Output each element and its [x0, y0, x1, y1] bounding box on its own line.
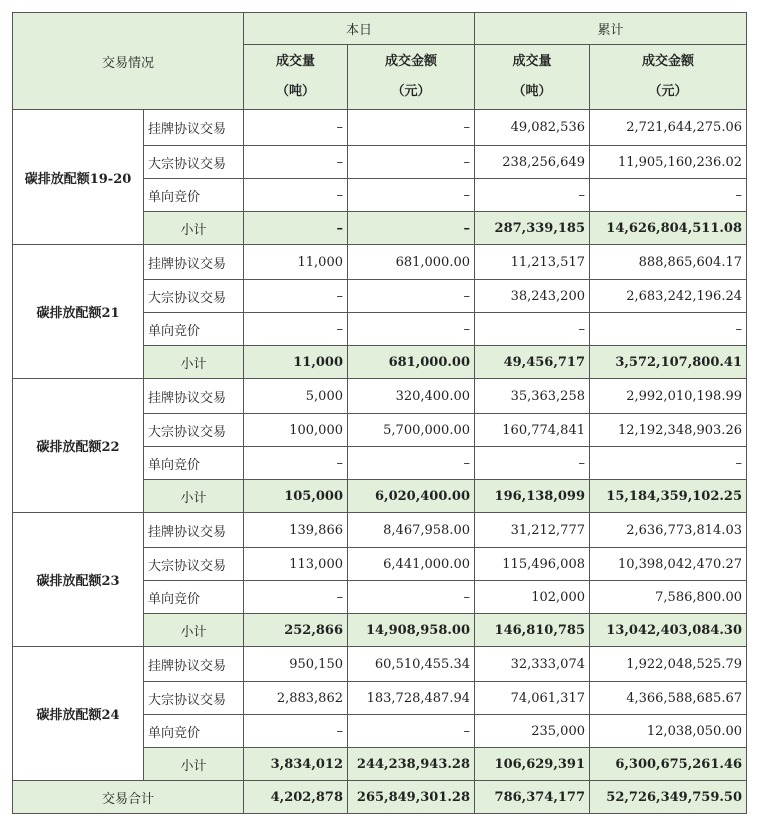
- trade-type: 单向竞价: [144, 313, 244, 346]
- cum-amount: 2,721,644,275.06: [590, 110, 747, 146]
- cum-amount: –: [590, 447, 747, 480]
- trade-type: 挂牌协议交易: [144, 513, 244, 548]
- today-amount: 8,467,958.00: [348, 513, 475, 548]
- today-volume: –: [244, 581, 348, 614]
- trade-type: 大宗协议交易: [144, 414, 244, 447]
- cum-amount: –: [590, 179, 747, 212]
- cum-amount: 11,905,160,236.02: [590, 146, 747, 179]
- today-volume: 2,883,862: [244, 682, 348, 715]
- today-amount: –: [348, 715, 475, 748]
- cum-amount: 1,922,048,525.79: [590, 647, 747, 682]
- grand-total-label: 交易合计: [13, 781, 244, 814]
- today-amount: 60,510,455.34: [348, 647, 475, 682]
- trade-type: 单向竞价: [144, 715, 244, 748]
- cum-volume: –: [475, 313, 590, 346]
- cum-volume: 32,333,074: [475, 647, 590, 682]
- today-volume: 139,866: [244, 513, 348, 548]
- grand-total-today-amount: 265,849,301.28: [348, 781, 475, 814]
- today-amount: 6,441,000.00: [348, 548, 475, 581]
- subtotal-cum-amount: 6,300,675,261.46: [590, 748, 747, 781]
- header-unit-yuan: （元）: [391, 84, 431, 99]
- header-today: 本日: [244, 13, 475, 45]
- cum-volume: 31,212,777: [475, 513, 590, 548]
- today-amount: –: [348, 313, 475, 346]
- header-volume-label: 成交量: [512, 54, 552, 69]
- subtotal-today-volume: 105,000: [244, 480, 348, 513]
- report-wrapper: [12, 12, 747, 814]
- header-today-volume: [244, 45, 348, 110]
- trade-type: 单向竞价: [144, 447, 244, 480]
- today-volume: –: [244, 146, 348, 179]
- group-name: 碳排放配额24: [13, 647, 144, 781]
- header-unit-ton: （吨）: [275, 84, 315, 99]
- today-volume: –: [244, 110, 348, 146]
- trade-type: 大宗协议交易: [144, 146, 244, 179]
- trade-type: 单向竞价: [144, 179, 244, 212]
- cum-volume: 115,496,008: [475, 548, 590, 581]
- subtotal-today-volume: 252,866: [244, 614, 348, 647]
- cum-amount: 12,038,050.00: [590, 715, 747, 748]
- grand-total-cum-volume: 786,374,177: [475, 781, 590, 814]
- subtotal-today-amount: –: [348, 212, 475, 245]
- group-name: 碳排放配额22: [13, 379, 144, 513]
- table-row: [13, 647, 747, 682]
- subtotal-label: 小计: [144, 748, 244, 781]
- subtotal-cum-volume: 49,456,717: [475, 346, 590, 379]
- grand-total-cum-amount: 52,726,349,759.50: [590, 781, 747, 814]
- subtotal-label: 小计: [144, 614, 244, 647]
- cum-volume: 38,243,200: [475, 280, 590, 313]
- today-volume: 113,000: [244, 548, 348, 581]
- trade-type: 挂牌协议交易: [144, 110, 244, 146]
- subtotal-cum-volume: 146,810,785: [475, 614, 590, 647]
- today-amount: –: [348, 179, 475, 212]
- subtotal-today-volume: 11,000: [244, 346, 348, 379]
- subtotal-today-amount: 6,020,400.00: [348, 480, 475, 513]
- trade-type: 挂牌协议交易: [144, 379, 244, 414]
- header-amount-label: 成交金额: [384, 54, 437, 69]
- today-volume: 950,150: [244, 647, 348, 682]
- header-cum-amount: [590, 45, 747, 110]
- today-volume: 100,000: [244, 414, 348, 447]
- today-amount: –: [348, 581, 475, 614]
- trade-report-table: [12, 12, 747, 814]
- today-volume: –: [244, 715, 348, 748]
- subtotal-cum-amount: 3,572,107,800.41: [590, 346, 747, 379]
- grand-total-today-volume: 4,202,878: [244, 781, 348, 814]
- today-amount: –: [348, 110, 475, 146]
- trade-type: 挂牌协议交易: [144, 647, 244, 682]
- cum-volume: 102,000: [475, 581, 590, 614]
- table-row: [13, 379, 747, 414]
- cum-amount: 10,398,042,470.27: [590, 548, 747, 581]
- grand-total-row: [13, 781, 747, 814]
- today-volume: –: [244, 280, 348, 313]
- subtotal-today-amount: 14,908,958.00: [348, 614, 475, 647]
- subtotal-today-volume: –: [244, 212, 348, 245]
- header-unit-yuan: （元）: [648, 84, 688, 99]
- today-volume: 11,000: [244, 245, 348, 280]
- today-volume: –: [244, 313, 348, 346]
- subtotal-today-amount: 681,000.00: [348, 346, 475, 379]
- table-row: [13, 110, 747, 146]
- report-body: [13, 110, 747, 814]
- cum-amount: 4,366,588,685.67: [590, 682, 747, 715]
- table-row: [13, 513, 747, 548]
- today-amount: 183,728,487.94: [348, 682, 475, 715]
- today-amount: –: [348, 280, 475, 313]
- header-cumulative: 累计: [475, 13, 747, 45]
- trade-type: 大宗协议交易: [144, 548, 244, 581]
- cum-volume: 74,061,317: [475, 682, 590, 715]
- cum-volume: 49,082,536: [475, 110, 590, 146]
- subtotal-cum-volume: 196,138,099: [475, 480, 590, 513]
- trade-type: 挂牌协议交易: [144, 245, 244, 280]
- header-amount-label: 成交金额: [641, 54, 694, 69]
- trade-type: 大宗协议交易: [144, 280, 244, 313]
- cum-amount: –: [590, 313, 747, 346]
- group-name: 碳排放配额19-20: [13, 110, 144, 245]
- subtotal-label: 小计: [144, 212, 244, 245]
- header-trade-info: 交易情况: [13, 13, 244, 110]
- today-amount: 5,700,000.00: [348, 414, 475, 447]
- cum-volume: –: [475, 179, 590, 212]
- cum-volume: 11,213,517: [475, 245, 590, 280]
- header-unit-ton: （吨）: [512, 84, 552, 99]
- today-amount: –: [348, 447, 475, 480]
- subtotal-cum-amount: 13,042,403,084.30: [590, 614, 747, 647]
- today-amount: 320,400.00: [348, 379, 475, 414]
- cum-volume: 160,774,841: [475, 414, 590, 447]
- cum-volume: –: [475, 447, 590, 480]
- cum-amount: 888,865,604.17: [590, 245, 747, 280]
- trade-type: 大宗协议交易: [144, 682, 244, 715]
- cum-amount: 12,192,348,903.26: [590, 414, 747, 447]
- cum-volume: 235,000: [475, 715, 590, 748]
- today-amount: –: [348, 146, 475, 179]
- subtotal-today-volume: 3,834,012: [244, 748, 348, 781]
- header-row-1: [13, 13, 747, 45]
- group-name: 碳排放配额21: [13, 245, 144, 379]
- subtotal-label: 小计: [144, 346, 244, 379]
- cum-volume: 35,363,258: [475, 379, 590, 414]
- cum-amount: 7,586,800.00: [590, 581, 747, 614]
- cum-amount: 2,636,773,814.03: [590, 513, 747, 548]
- subtotal-cum-amount: 14,626,804,511.08: [590, 212, 747, 245]
- today-volume: 5,000: [244, 379, 348, 414]
- today-volume: –: [244, 447, 348, 480]
- group-name: 碳排放配额23: [13, 513, 144, 647]
- header-today-amount: [348, 45, 475, 110]
- header-cum-volume: [475, 45, 590, 110]
- subtotal-cum-amount: 15,184,359,102.25: [590, 480, 747, 513]
- cum-amount: 2,992,010,198.99: [590, 379, 747, 414]
- subtotal-cum-volume: 287,339,185: [475, 212, 590, 245]
- today-amount: 681,000.00: [348, 245, 475, 280]
- subtotal-cum-volume: 106,629,391: [475, 748, 590, 781]
- header-volume-label: 成交量: [275, 54, 315, 69]
- cum-amount: 2,683,242,196.24: [590, 280, 747, 313]
- subtotal-today-amount: 244,238,943.28: [348, 748, 475, 781]
- table-row: [13, 245, 747, 280]
- trade-type: 单向竞价: [144, 581, 244, 614]
- cum-volume: 238,256,649: [475, 146, 590, 179]
- subtotal-label: 小计: [144, 480, 244, 513]
- today-volume: –: [244, 179, 348, 212]
